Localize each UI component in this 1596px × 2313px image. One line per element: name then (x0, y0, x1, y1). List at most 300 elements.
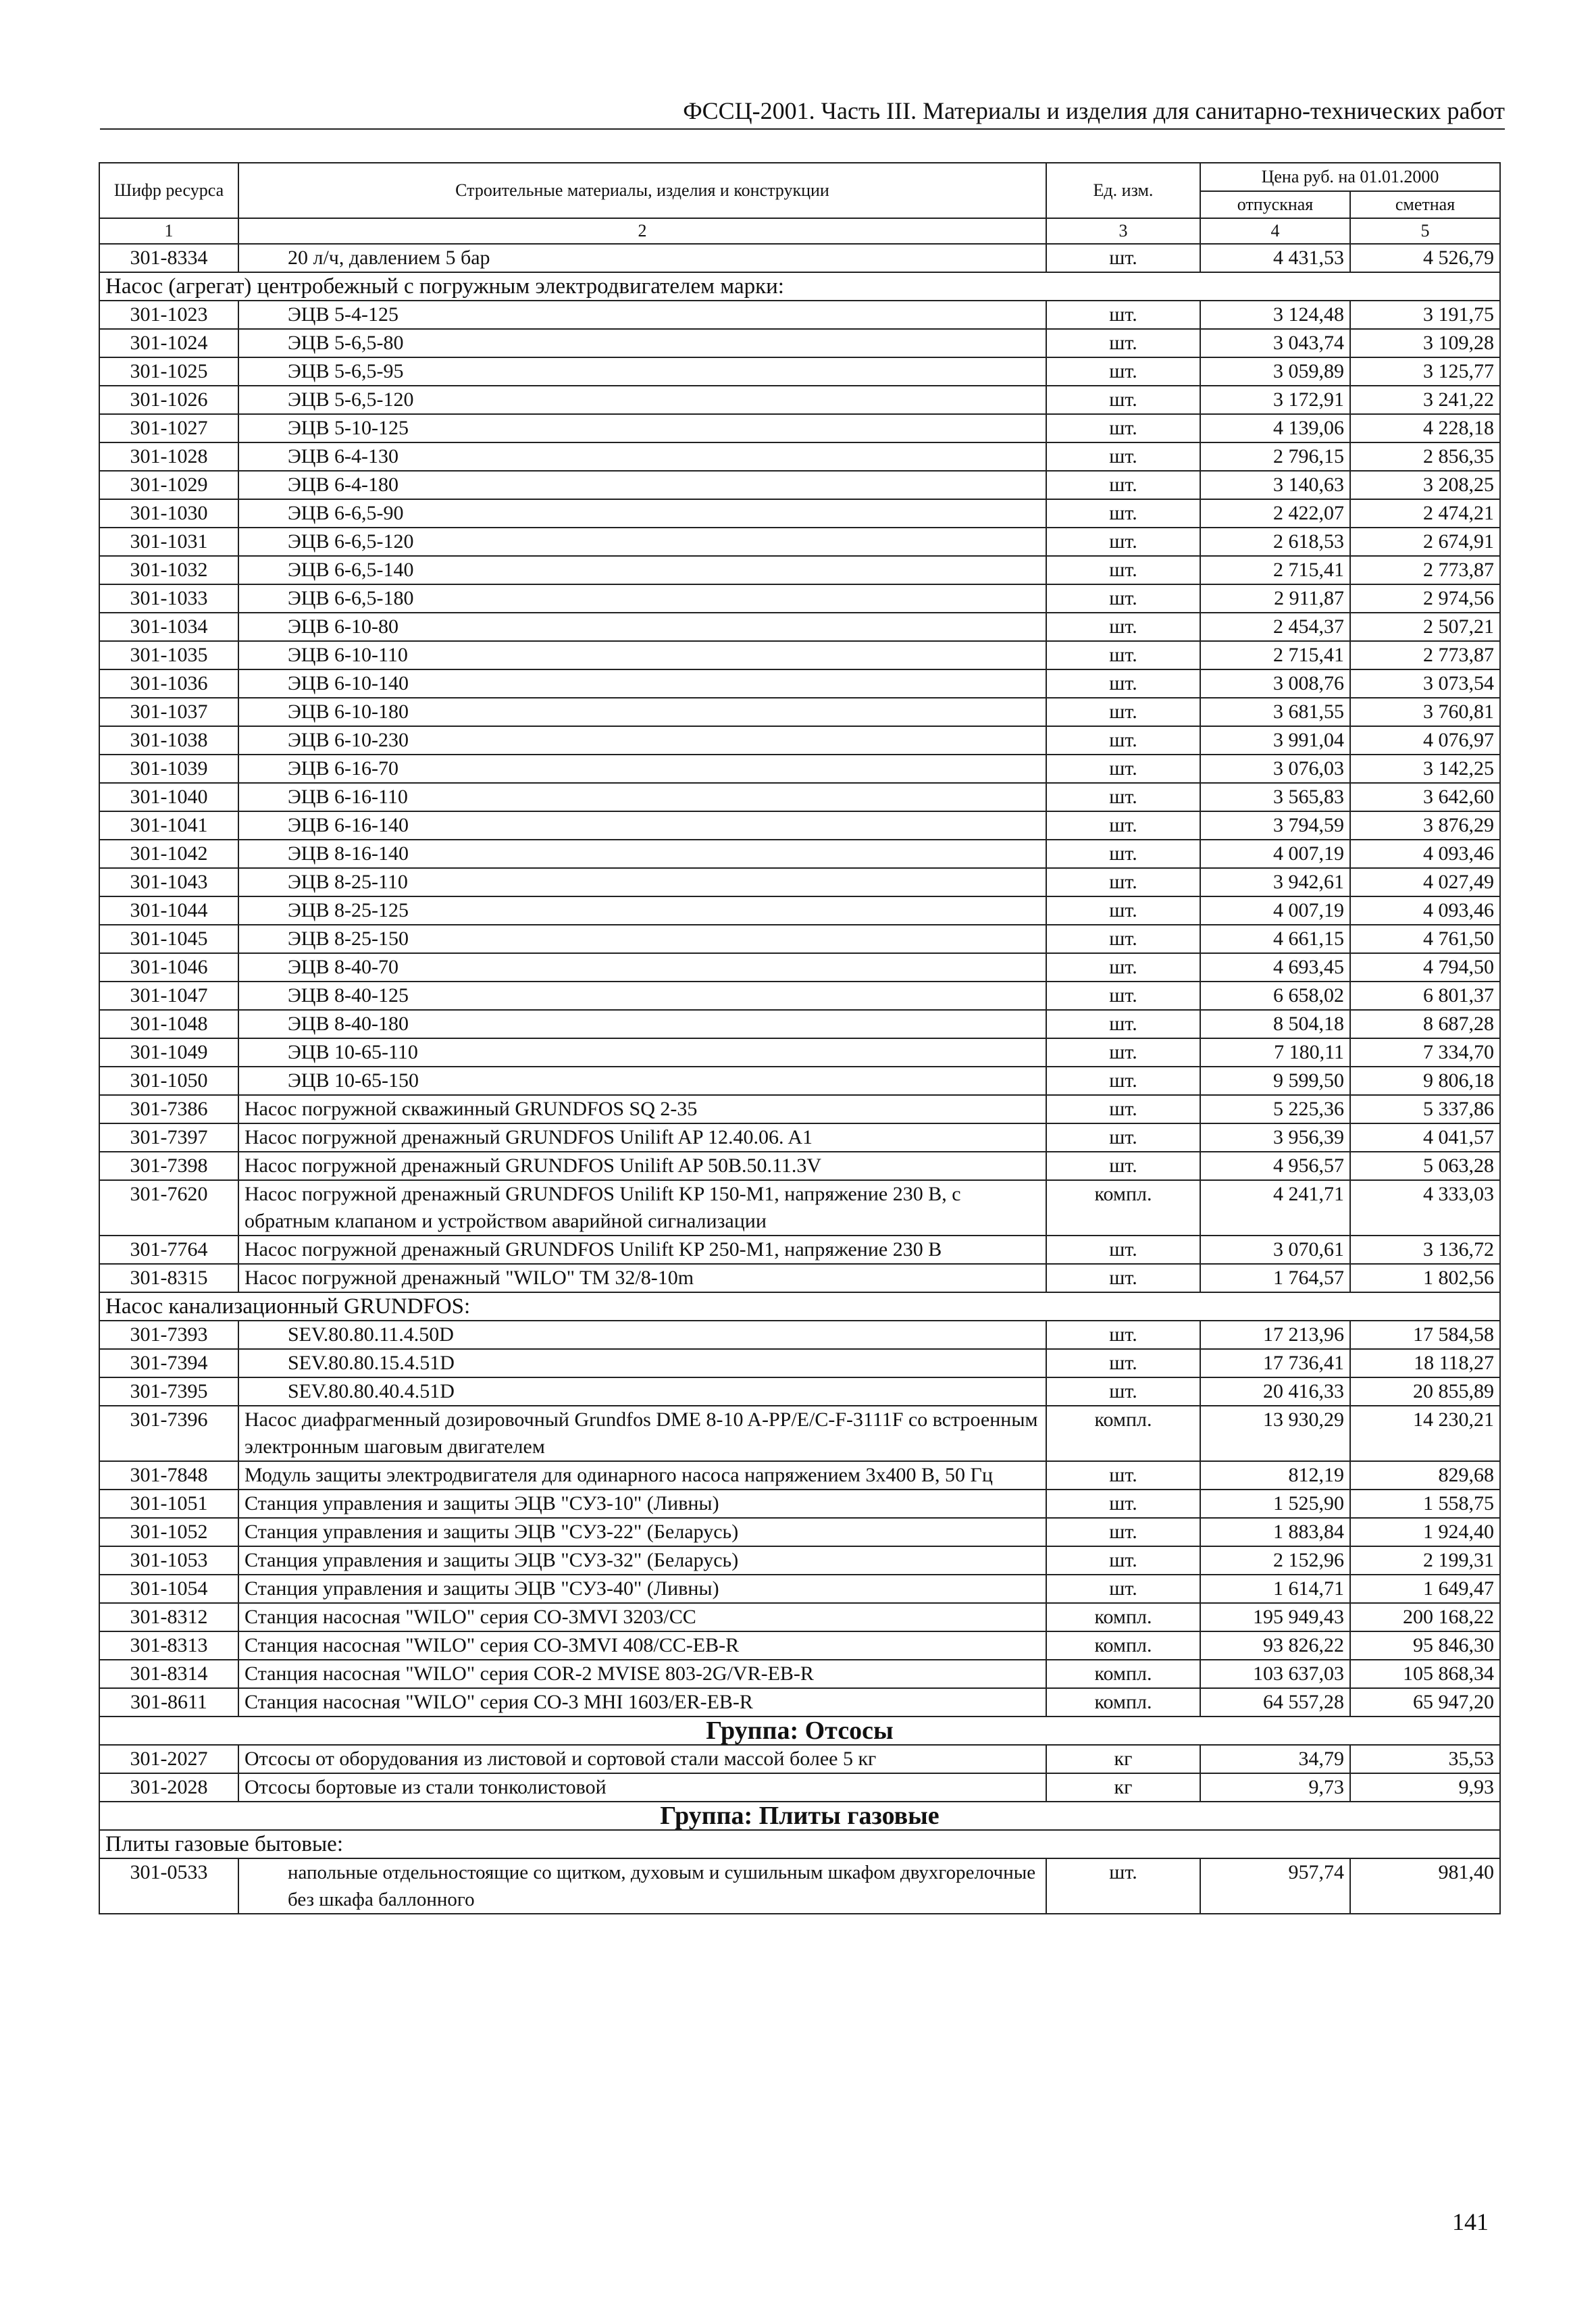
resource-code: 301-1033 (99, 584, 238, 613)
item-name: Насос погружной скважинный GRUNDFOS SQ 2-35 (238, 1095, 1046, 1123)
resource-code: 301-2027 (99, 1745, 238, 1773)
header-code: Шифр ресурса (99, 163, 238, 218)
item-name: ЭЦВ 6-4-130 (238, 442, 1046, 471)
unit-cell: шт. (1046, 868, 1200, 896)
release-price: 3 140,63 (1200, 471, 1350, 499)
unit-cell: шт. (1046, 641, 1200, 669)
release-price: 4 139,06 (1200, 414, 1350, 442)
page-number: 141 (1452, 2208, 1489, 2235)
unit-cell: шт. (1046, 1321, 1200, 1349)
estimate-price: 829,68 (1350, 1461, 1500, 1490)
table-row (99, 1575, 1500, 1603)
estimate-price: 6 801,37 (1350, 982, 1500, 1010)
resource-code: 301-1025 (99, 357, 238, 386)
resource-code: 301-1027 (99, 414, 238, 442)
table-row (99, 1631, 1500, 1660)
release-price: 3 008,76 (1200, 669, 1350, 698)
release-price: 6 658,02 (1200, 982, 1350, 1010)
item-name: ЭЦВ 8-25-125 (238, 896, 1046, 925)
section-subheading: Плиты газовые бытовые: (99, 1830, 1500, 1858)
resource-code: 301-1040 (99, 783, 238, 811)
estimate-price: 9,93 (1350, 1773, 1500, 1802)
release-price: 2 911,87 (1200, 584, 1350, 613)
table-row (99, 528, 1500, 556)
item-name: ЭЦВ 6-10-110 (238, 641, 1046, 669)
unit-cell: шт. (1046, 1575, 1200, 1603)
subheading-row (99, 1292, 1500, 1321)
estimate-price: 4 076,97 (1350, 726, 1500, 755)
item-name: Отсосы от оборудования из листовой и сортовой стали массой более 5 кг (238, 1745, 1046, 1773)
header-estimate: сметная (1350, 191, 1500, 218)
unit-cell: шт. (1046, 925, 1200, 953)
resource-code: 301-1026 (99, 386, 238, 414)
release-price: 2 152,96 (1200, 1546, 1350, 1575)
item-name: Станция насосная "WILO" серия CO-3MVI 408/CC-EB-R (238, 1631, 1046, 1660)
table-row (99, 641, 1500, 669)
release-price: 8 504,18 (1200, 1010, 1350, 1038)
item-name: Насос погружной дренажный GRUNDFOS Unilift AP 50B.50.11.3V (238, 1152, 1046, 1180)
estimate-price: 200 168,22 (1350, 1603, 1500, 1631)
release-price: 3 681,55 (1200, 698, 1350, 726)
resource-code: 301-8312 (99, 1603, 238, 1631)
resource-code: 301-8611 (99, 1688, 238, 1717)
unit-cell: шт. (1046, 726, 1200, 755)
item-name: ЭЦВ 8-25-150 (238, 925, 1046, 953)
table-row (99, 1010, 1500, 1038)
estimate-price: 105 868,34 (1350, 1660, 1500, 1688)
resource-code: 301-1028 (99, 442, 238, 471)
header-unit: Ед. изм. (1046, 163, 1200, 218)
release-price: 195 949,43 (1200, 1603, 1350, 1631)
resource-code: 301-7386 (99, 1095, 238, 1123)
table-row (99, 669, 1500, 698)
item-name: Станция управления и защиты ЭЦВ "СУЗ-40" (Ливны) (238, 1575, 1046, 1603)
release-price: 2 715,41 (1200, 556, 1350, 584)
unit-cell: шт. (1046, 471, 1200, 499)
item-name: ЭЦВ 8-16-140 (238, 840, 1046, 868)
section-subheading: Насос канализационный GRUNDFOS: (99, 1292, 1500, 1321)
subheading-row (99, 272, 1500, 301)
table-row (99, 868, 1500, 896)
unit-cell: компл. (1046, 1603, 1200, 1631)
estimate-price: 2 199,31 (1350, 1546, 1500, 1575)
release-price: 3 059,89 (1200, 357, 1350, 386)
release-price: 3 043,74 (1200, 329, 1350, 357)
estimate-price: 4 041,57 (1350, 1123, 1500, 1152)
item-name: ЭЦВ 6-10-80 (238, 613, 1046, 641)
resource-code: 301-7848 (99, 1461, 238, 1490)
table-row (99, 1095, 1500, 1123)
release-price: 103 637,03 (1200, 1660, 1350, 1688)
table-row (99, 1461, 1500, 1490)
unit-cell: шт. (1046, 442, 1200, 471)
group-heading-row (99, 1717, 1500, 1745)
column-number: 2 (238, 218, 1046, 244)
table-row (99, 1180, 1500, 1236)
resource-code: 301-1038 (99, 726, 238, 755)
release-price: 4 007,19 (1200, 840, 1350, 868)
unit-cell: шт. (1046, 357, 1200, 386)
item-name: SEV.80.80.11.4.50D (238, 1321, 1046, 1349)
unit-cell: компл. (1046, 1688, 1200, 1717)
release-price: 3 124,48 (1200, 301, 1350, 329)
item-name: ЭЦВ 10-65-110 (238, 1038, 1046, 1067)
table-row (99, 840, 1500, 868)
table-row (99, 1603, 1500, 1631)
unit-cell: шт. (1046, 1377, 1200, 1406)
item-name: ЭЦВ 8-40-125 (238, 982, 1046, 1010)
resource-code: 301-1049 (99, 1038, 238, 1067)
resource-code: 301-7393 (99, 1321, 238, 1349)
table-row (99, 1377, 1500, 1406)
unit-cell: компл. (1046, 1631, 1200, 1660)
table-row (99, 499, 1500, 528)
release-price: 4 241,71 (1200, 1180, 1350, 1236)
item-name: ЭЦВ 6-10-180 (238, 698, 1046, 726)
release-price: 1 614,71 (1200, 1575, 1350, 1603)
unit-cell: шт. (1046, 499, 1200, 528)
item-name: Модуль защиты электродвигателя для одинарного насоса напряжением 3х400 В, 50 Гц (238, 1461, 1046, 1490)
release-price: 17 213,96 (1200, 1321, 1350, 1349)
estimate-price: 3 125,77 (1350, 357, 1500, 386)
unit-cell: шт. (1046, 698, 1200, 726)
resource-code: 301-1031 (99, 528, 238, 556)
item-name: ЭЦВ 6-10-140 (238, 669, 1046, 698)
item-name: ЭЦВ 6-10-230 (238, 726, 1046, 755)
resource-code: 301-1041 (99, 811, 238, 840)
resource-code: 301-1034 (99, 613, 238, 641)
estimate-price: 18 118,27 (1350, 1349, 1500, 1377)
resource-code: 301-8334 (99, 244, 238, 272)
resource-code: 301-2028 (99, 1773, 238, 1802)
unit-cell: компл. (1046, 1180, 1200, 1236)
unit-cell: шт. (1046, 755, 1200, 783)
estimate-price: 3 191,75 (1350, 301, 1500, 329)
resource-code: 301-1047 (99, 982, 238, 1010)
resource-code: 301-1054 (99, 1575, 238, 1603)
table-row (99, 1490, 1500, 1518)
release-price: 34,79 (1200, 1745, 1350, 1773)
unit-cell: шт. (1046, 1123, 1200, 1152)
table-row (99, 1236, 1500, 1264)
unit-cell: кг (1046, 1745, 1200, 1773)
unit-cell: шт. (1046, 811, 1200, 840)
estimate-price: 2 974,56 (1350, 584, 1500, 613)
estimate-price: 4 794,50 (1350, 953, 1500, 982)
estimate-price: 7 334,70 (1350, 1038, 1500, 1067)
table-row (99, 1264, 1500, 1292)
estimate-price: 2 773,87 (1350, 641, 1500, 669)
resource-code: 301-8313 (99, 1631, 238, 1660)
resource-code: 301-7394 (99, 1349, 238, 1377)
estimate-price: 3 876,29 (1350, 811, 1500, 840)
unit-cell: компл. (1046, 1406, 1200, 1461)
item-name: Станция насосная "WILO" серия CO-3 MHI 1603/ER-EB-R (238, 1688, 1046, 1717)
unit-cell: кг (1046, 1773, 1200, 1802)
table-body (99, 244, 1500, 1914)
unit-cell: шт. (1046, 840, 1200, 868)
group-heading: Группа: Отсосы (99, 1717, 1500, 1745)
estimate-price: 14 230,21 (1350, 1406, 1500, 1461)
table-row (99, 1406, 1500, 1461)
release-price: 93 826,22 (1200, 1631, 1350, 1660)
item-name: ЭЦВ 8-40-180 (238, 1010, 1046, 1038)
release-price: 4 956,57 (1200, 1152, 1350, 1180)
unit-cell: шт. (1046, 982, 1200, 1010)
estimate-price: 5 063,28 (1350, 1152, 1500, 1180)
release-price: 3 565,83 (1200, 783, 1350, 811)
estimate-price: 3 073,54 (1350, 669, 1500, 698)
release-price: 3 991,04 (1200, 726, 1350, 755)
column-number: 4 (1200, 218, 1350, 244)
resource-code: 301-7397 (99, 1123, 238, 1152)
price-table (99, 162, 1501, 1914)
resource-code: 301-1035 (99, 641, 238, 669)
estimate-price: 3 109,28 (1350, 329, 1500, 357)
item-name: ЭЦВ 6-16-140 (238, 811, 1046, 840)
resource-code: 301-1037 (99, 698, 238, 726)
table-row (99, 982, 1500, 1010)
table-row (99, 1349, 1500, 1377)
unit-cell: шт. (1046, 1490, 1200, 1518)
release-price: 4 431,53 (1200, 244, 1350, 272)
item-name: ЭЦВ 5-6,5-80 (238, 329, 1046, 357)
unit-cell: шт. (1046, 1095, 1200, 1123)
estimate-price: 4 761,50 (1350, 925, 1500, 953)
estimate-price: 4 093,46 (1350, 840, 1500, 868)
item-name: ЭЦВ 5-10-125 (238, 414, 1046, 442)
release-price: 3 794,59 (1200, 811, 1350, 840)
item-name: ЭЦВ 6-6,5-90 (238, 499, 1046, 528)
item-name: Станция управления и защиты ЭЦВ "СУЗ-32" (Беларусь) (238, 1546, 1046, 1575)
table-row (99, 1546, 1500, 1575)
resource-code: 301-1053 (99, 1546, 238, 1575)
resource-code: 301-7395 (99, 1377, 238, 1406)
table-row (99, 613, 1500, 641)
resource-code: 301-1042 (99, 840, 238, 868)
item-name: Насос погружной дренажный GRUNDFOS Unilift KP 250-M1, напряжение 230 В (238, 1236, 1046, 1264)
table-row (99, 471, 1500, 499)
unit-cell: шт. (1046, 386, 1200, 414)
release-price: 957,74 (1200, 1858, 1350, 1914)
table-row (99, 1518, 1500, 1546)
estimate-price: 2 474,21 (1350, 499, 1500, 528)
estimate-price: 5 337,86 (1350, 1095, 1500, 1123)
unit-cell: шт. (1046, 1236, 1200, 1264)
resource-code: 301-1043 (99, 868, 238, 896)
estimate-price: 1 649,47 (1350, 1575, 1500, 1603)
resource-code: 301-1046 (99, 953, 238, 982)
estimate-price: 3 208,25 (1350, 471, 1500, 499)
release-price: 2 796,15 (1200, 442, 1350, 471)
release-price: 17 736,41 (1200, 1349, 1350, 1377)
release-price: 1 883,84 (1200, 1518, 1350, 1546)
release-price: 64 557,28 (1200, 1688, 1350, 1717)
release-price: 3 942,61 (1200, 868, 1350, 896)
table-row (99, 244, 1500, 272)
item-name: 20 л/ч, давлением 5 бар (238, 244, 1046, 272)
unit-cell: шт. (1046, 1067, 1200, 1095)
table-row (99, 925, 1500, 953)
table-row (99, 301, 1500, 329)
estimate-price: 981,40 (1350, 1858, 1500, 1914)
estimate-price: 3 136,72 (1350, 1236, 1500, 1264)
estimate-price: 3 241,22 (1350, 386, 1500, 414)
table-row (99, 442, 1500, 471)
unit-cell: шт. (1046, 783, 1200, 811)
estimate-price: 4 333,03 (1350, 1180, 1500, 1236)
table-row (99, 1745, 1500, 1773)
unit-cell: шт. (1046, 1461, 1200, 1490)
table-row (99, 386, 1500, 414)
resource-code: 301-1051 (99, 1490, 238, 1518)
estimate-price: 17 584,58 (1350, 1321, 1500, 1349)
header-name: Строительные материалы, изделия и конструкции (238, 163, 1046, 218)
estimate-price: 65 947,20 (1350, 1688, 1500, 1717)
resource-code: 301-7764 (99, 1236, 238, 1264)
table-row (99, 1660, 1500, 1688)
release-price: 2 618,53 (1200, 528, 1350, 556)
item-name: Отсосы бортовые из стали тонколистовой (238, 1773, 1046, 1802)
resource-code: 301-1029 (99, 471, 238, 499)
resource-code: 301-1048 (99, 1010, 238, 1038)
release-price: 20 416,33 (1200, 1377, 1350, 1406)
release-price: 3 172,91 (1200, 386, 1350, 414)
item-name: ЭЦВ 6-6,5-180 (238, 584, 1046, 613)
table-row (99, 698, 1500, 726)
estimate-price: 4 093,46 (1350, 896, 1500, 925)
unit-cell: шт. (1046, 301, 1200, 329)
resource-code: 301-1050 (99, 1067, 238, 1095)
estimate-price: 2 674,91 (1350, 528, 1500, 556)
table-row (99, 556, 1500, 584)
resource-code: 301-8314 (99, 1660, 238, 1688)
release-price: 1 525,90 (1200, 1490, 1350, 1518)
resource-code: 301-1032 (99, 556, 238, 584)
group-heading: Группа: Плиты газовые (99, 1802, 1500, 1830)
item-name: ЭЦВ 6-6,5-120 (238, 528, 1046, 556)
table-row (99, 1773, 1500, 1802)
estimate-price: 4 526,79 (1350, 244, 1500, 272)
unit-cell: шт. (1046, 244, 1200, 272)
unit-cell: шт. (1046, 1546, 1200, 1575)
resource-code: 301-1030 (99, 499, 238, 528)
item-name: ЭЦВ 5-6,5-120 (238, 386, 1046, 414)
group-heading-row (99, 1802, 1500, 1830)
resource-code: 301-7398 (99, 1152, 238, 1180)
item-name: Насос погружной дренажный GRUNDFOS Unilift KP 150-M1, напряжение 230 В, с обратным клапаном и устройством аварийной сигнализации (238, 1180, 1046, 1236)
unit-cell: шт. (1046, 896, 1200, 925)
item-name: Насос погружной дренажный GRUNDFOS Unilift AP 12.40.06. A1 (238, 1123, 1046, 1152)
estimate-price: 35,53 (1350, 1745, 1500, 1773)
table-row (99, 329, 1500, 357)
section-subheading: Насос (агрегат) центробежный с погружным электродвигателем марки: (99, 272, 1500, 301)
item-name: Станция насосная "WILO" серия CO-3MVI 3203/CC (238, 1603, 1046, 1631)
item-name: ЭЦВ 6-16-70 (238, 755, 1046, 783)
column-number: 5 (1350, 218, 1500, 244)
table-row (99, 953, 1500, 982)
resource-code: 301-8315 (99, 1264, 238, 1292)
column-number: 3 (1046, 218, 1200, 244)
resource-code: 301-1024 (99, 329, 238, 357)
page-header: ФССЦ-2001. Часть III. Материалы и изделия для санитарно-технических работ (100, 93, 1505, 130)
column-number: 1 (99, 218, 238, 244)
unit-cell: шт. (1046, 613, 1200, 641)
unit-cell: шт. (1046, 584, 1200, 613)
item-name: ЭЦВ 5-4-125 (238, 301, 1046, 329)
estimate-price: 95 846,30 (1350, 1631, 1500, 1660)
item-name: ЭЦВ 5-6,5-95 (238, 357, 1046, 386)
release-price: 4 661,15 (1200, 925, 1350, 953)
release-price: 9,73 (1200, 1773, 1350, 1802)
subheading-row (99, 1830, 1500, 1858)
item-name: ЭЦВ 6-4-180 (238, 471, 1046, 499)
unit-cell: шт. (1046, 1152, 1200, 1180)
resource-code: 301-1045 (99, 925, 238, 953)
item-name: напольные отдельностоящие со щитком, духовым и сушильным шкафом двухгорелочные без шкафа баллонного (238, 1858, 1046, 1914)
table-row (99, 1688, 1500, 1717)
release-price: 1 764,57 (1200, 1264, 1350, 1292)
estimate-price: 2 773,87 (1350, 556, 1500, 584)
item-name: Станция управления и защиты ЭЦВ "СУЗ-10" (Ливны) (238, 1490, 1046, 1518)
estimate-price: 9 806,18 (1350, 1067, 1500, 1095)
unit-cell: шт. (1046, 556, 1200, 584)
item-name: SEV.80.80.15.4.51D (238, 1349, 1046, 1377)
release-price: 4 693,45 (1200, 953, 1350, 982)
unit-cell: компл. (1046, 1660, 1200, 1688)
estimate-price: 1 558,75 (1350, 1490, 1500, 1518)
release-price: 7 180,11 (1200, 1038, 1350, 1067)
unit-cell: шт. (1046, 1858, 1200, 1914)
resource-code: 301-1036 (99, 669, 238, 698)
estimate-price: 2 507,21 (1350, 613, 1500, 641)
release-price: 9 599,50 (1200, 1067, 1350, 1095)
item-name: ЭЦВ 6-6,5-140 (238, 556, 1046, 584)
release-price: 4 007,19 (1200, 896, 1350, 925)
table-row (99, 1123, 1500, 1152)
unit-cell: шт. (1046, 528, 1200, 556)
release-price: 2 422,07 (1200, 499, 1350, 528)
resource-code: 301-7396 (99, 1406, 238, 1461)
resource-code: 301-0533 (99, 1858, 238, 1914)
table-row (99, 357, 1500, 386)
table-row (99, 414, 1500, 442)
table-row (99, 1858, 1500, 1914)
table-row (99, 783, 1500, 811)
table-row (99, 1152, 1500, 1180)
release-price: 13 930,29 (1200, 1406, 1350, 1461)
table-row (99, 726, 1500, 755)
release-price: 3 070,61 (1200, 1236, 1350, 1264)
unit-cell: шт. (1046, 1038, 1200, 1067)
resource-code: 301-7620 (99, 1180, 238, 1236)
table-row (99, 755, 1500, 783)
estimate-price: 8 687,28 (1350, 1010, 1500, 1038)
estimate-price: 3 142,25 (1350, 755, 1500, 783)
release-price: 2 715,41 (1200, 641, 1350, 669)
release-price: 3 076,03 (1200, 755, 1350, 783)
release-price: 812,19 (1200, 1461, 1350, 1490)
unit-cell: шт. (1046, 669, 1200, 698)
unit-cell: шт. (1046, 953, 1200, 982)
resource-code: 301-1023 (99, 301, 238, 329)
estimate-price: 1 924,40 (1350, 1518, 1500, 1546)
table-row (99, 1038, 1500, 1067)
resource-code: 301-1039 (99, 755, 238, 783)
item-name: ЭЦВ 6-16-110 (238, 783, 1046, 811)
unit-cell: шт. (1046, 1349, 1200, 1377)
release-price: 5 225,36 (1200, 1095, 1350, 1123)
